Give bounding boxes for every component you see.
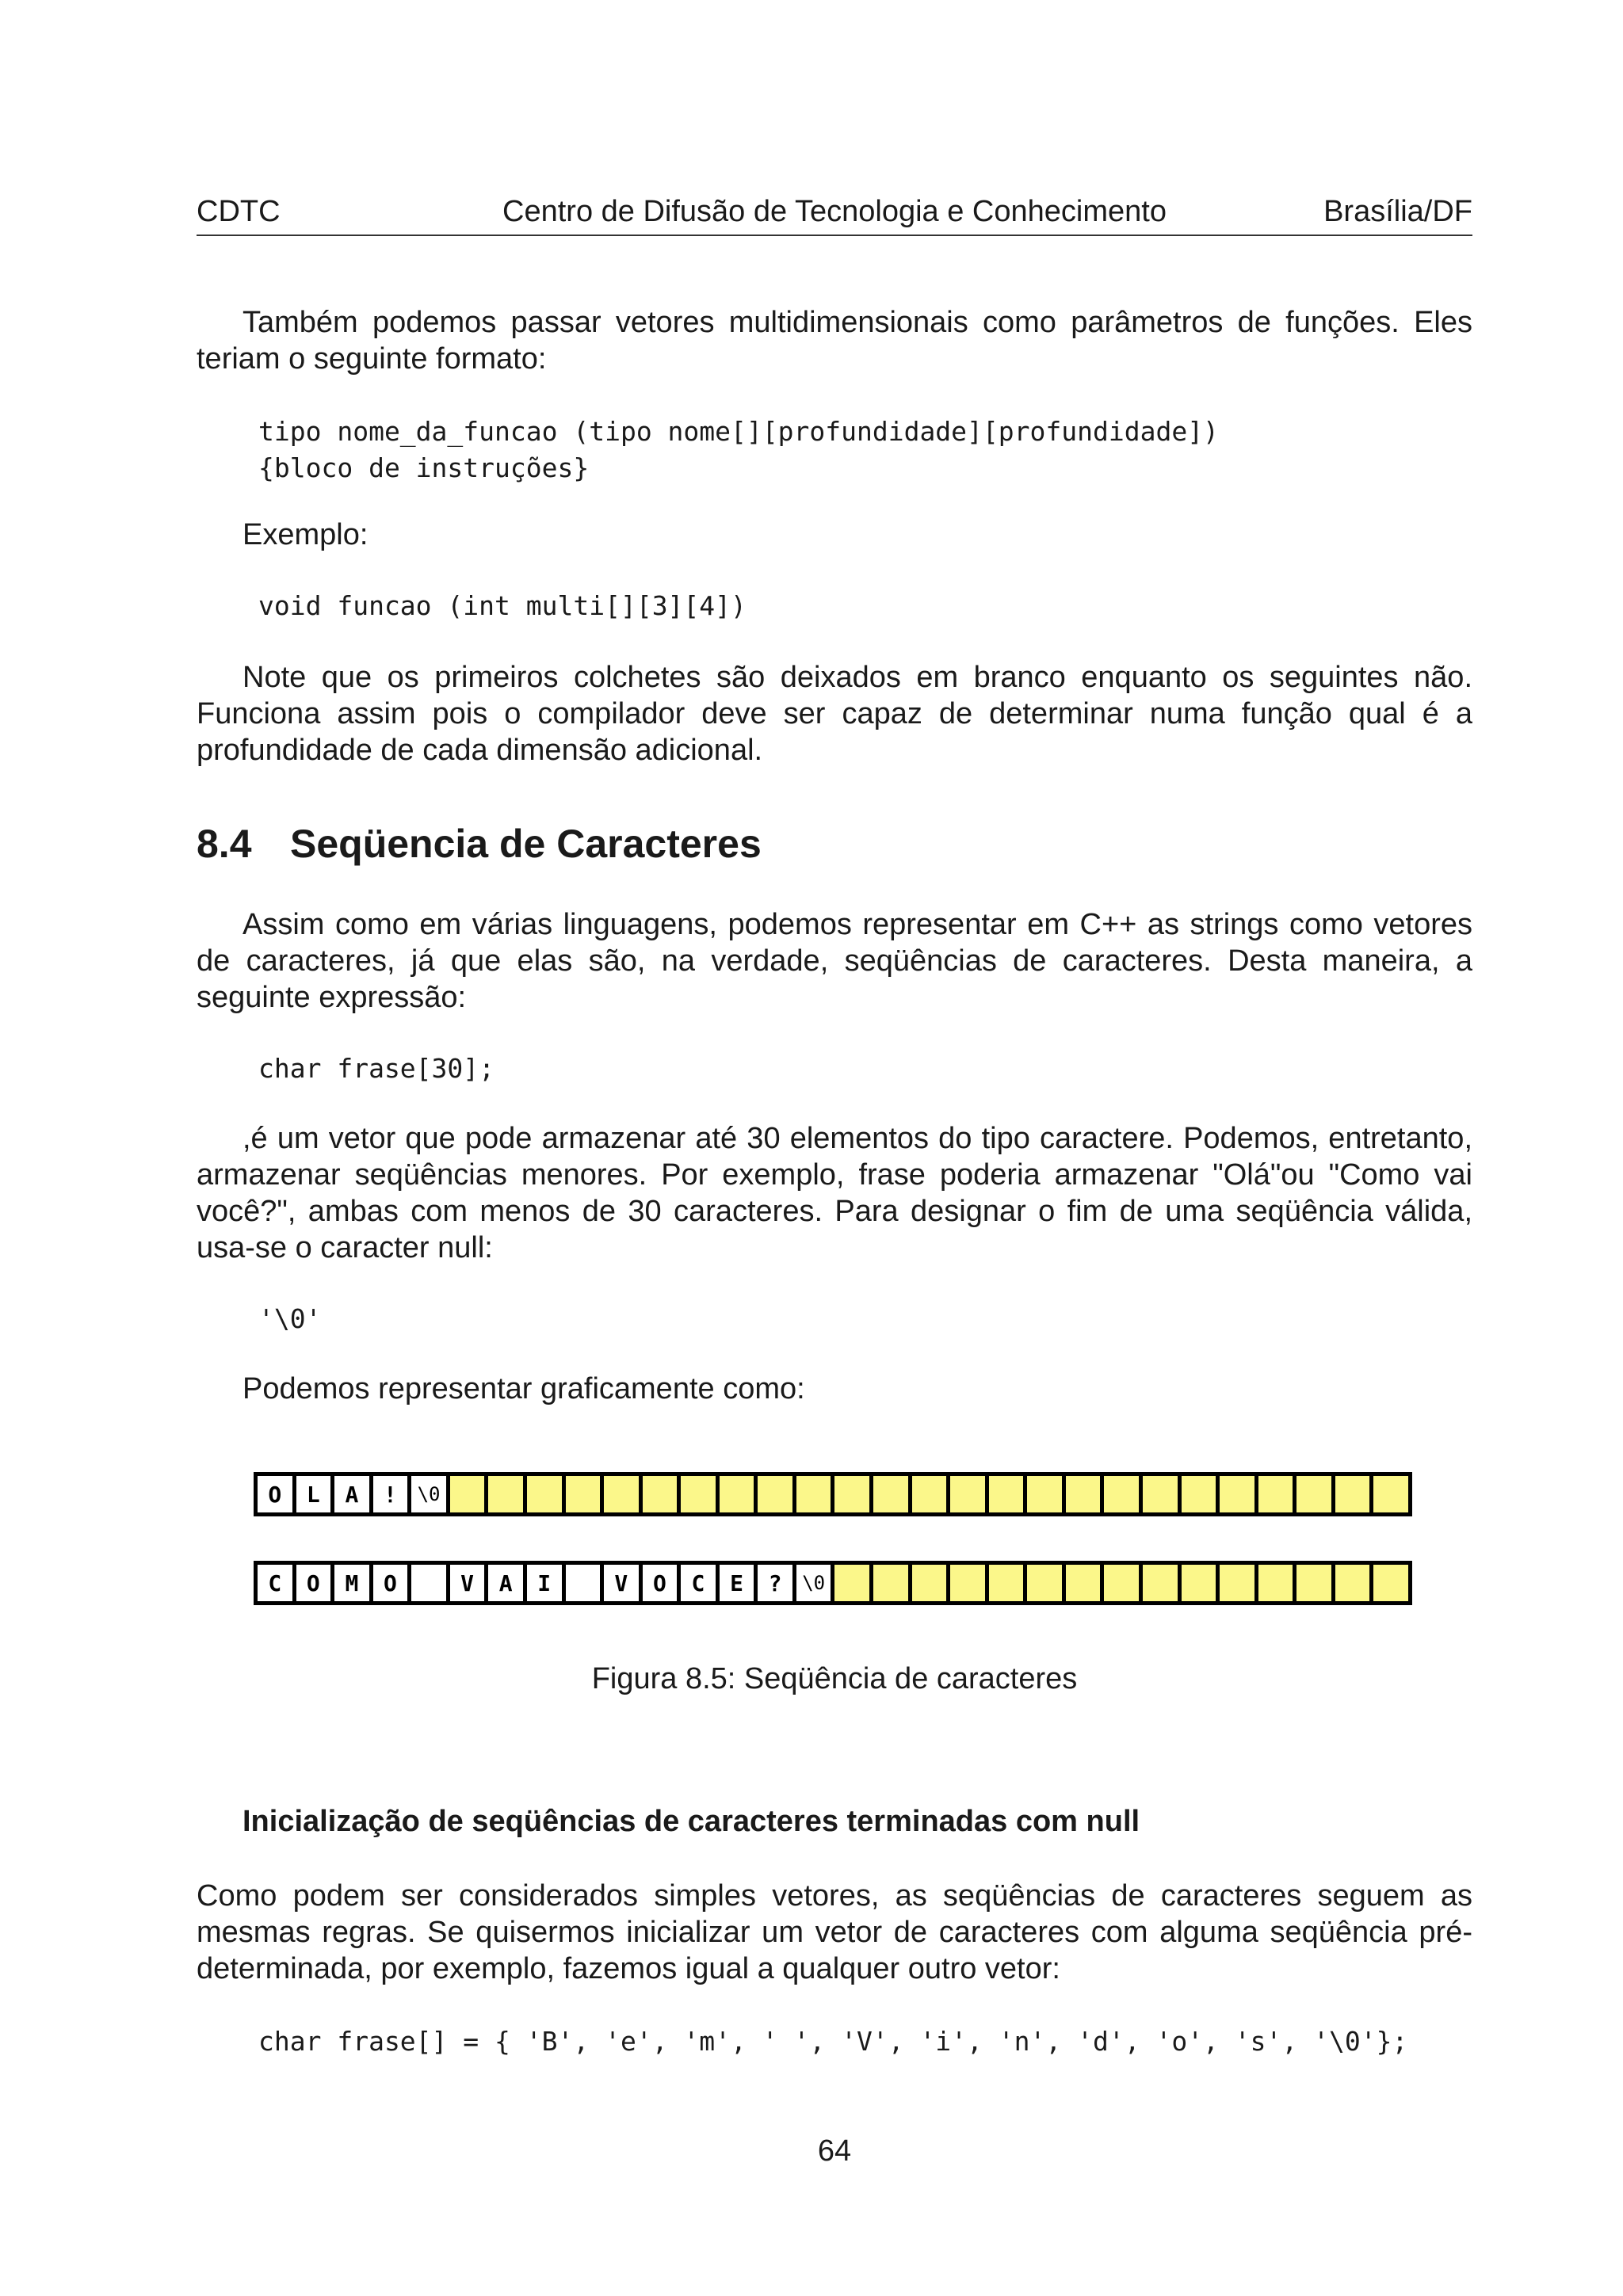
- char-cell: O: [258, 1476, 292, 1512]
- char-cell: O: [373, 1565, 408, 1601]
- char-cell: [1335, 1476, 1370, 1512]
- paragraph-6: Como podem ser considerados simples vetores, as seqüências de caracteres seguem as mesmas regras. Se quisermos inicializar um vetor de caracteres com alguma seqüência pré-determinada, por exemplo, fazemos igual a qualquer outro vetor:: [197, 1879, 1472, 1985]
- char-cell: [1373, 1565, 1408, 1601]
- char-cell: [873, 1476, 908, 1512]
- char-cell: [1220, 1476, 1254, 1512]
- char-cell: [720, 1476, 754, 1512]
- char-cell: [912, 1476, 947, 1512]
- char-cell: L: [296, 1476, 331, 1512]
- char-cell: O: [296, 1565, 331, 1601]
- paragraph-4: ,é um vetor que pode armazenar até 30 elementos do tipo caractere. Podemos, entretanto, armazenar seqüências menores. Por exemplo, frase poderia armazenar "Olá"ou "Como vai você?", ambas com menos de 30 caracteres. Para designar o fim de uma seqüência válida, usa-se o caracter null:: [197, 1122, 1472, 1264]
- char-cell: V: [604, 1565, 639, 1601]
- char-cell: \0: [411, 1476, 446, 1512]
- paragraph-3: Assim como em várias linguagens, podemos representar em C++ as strings como vetores de caracteres, já que elas são, na verdade, seqüências de caracteres. Desta maneira, a seguinte expressão:: [197, 908, 1472, 1014]
- char-cell: [1258, 1565, 1293, 1601]
- char-cell: [1296, 1565, 1331, 1601]
- char-cell: ?: [758, 1565, 792, 1601]
- char-cell: [1296, 1476, 1331, 1512]
- char-cell: [834, 1565, 869, 1601]
- char-cell: [527, 1476, 562, 1512]
- char-cell: E: [720, 1565, 754, 1601]
- char-cell: [1027, 1565, 1062, 1601]
- char-cell: [1335, 1565, 1370, 1601]
- char-cell: [1027, 1476, 1062, 1512]
- char-cell: !: [373, 1476, 408, 1512]
- char-cell: [1143, 1565, 1178, 1601]
- char-cell: [1220, 1565, 1254, 1601]
- paragraph-1: Também podemos passar vetores multidimensionais como parâmetros de funções. Eles teriam o seguinte formato:: [197, 306, 1472, 376]
- section-number: 8.4: [197, 822, 252, 866]
- char-cell: [834, 1476, 869, 1512]
- code-block-4: '\0': [258, 1303, 322, 1334]
- paragraph-5: Podemos representar graficamente como:: [242, 1372, 805, 1405]
- example-label: Exemplo:: [242, 518, 369, 551]
- char-array-strip-ola: [254, 1472, 1412, 1516]
- char-cell: V: [450, 1565, 485, 1601]
- char-cell: C: [258, 1565, 292, 1601]
- char-array-strip-como-vai-voce: [254, 1561, 1412, 1605]
- char-cell: [1373, 1476, 1408, 1512]
- code-block-2: void funcao (int multi[][3][4]): [258, 590, 747, 621]
- char-cell: [1143, 1476, 1178, 1512]
- paragraph-2: Note que os primeiros colchetes são deixados em branco enquanto os seguintes não. Funciona assim pois o compilador deve ser capaz de determinar numa função qual é a profundidade de cada dimensão adicional.: [197, 661, 1472, 767]
- char-cell: [796, 1476, 831, 1512]
- char-cell: [950, 1476, 985, 1512]
- figure-caption: Figura 8.5: Seqüência de caracteres: [591, 1662, 1078, 1695]
- char-cell: A: [334, 1476, 369, 1512]
- header-center: Centro de Difusão de Tecnologia e Conhecimento: [502, 195, 1167, 228]
- char-cell: O: [643, 1565, 678, 1601]
- char-cell: [411, 1565, 446, 1601]
- page-header: [197, 190, 1472, 236]
- char-cell: [566, 1476, 601, 1512]
- char-cell: [643, 1476, 678, 1512]
- char-cell: [1066, 1476, 1101, 1512]
- subheading: Inicialização de seqüências de caracteres terminadas com null: [242, 1805, 1140, 1838]
- char-cell: [758, 1476, 792, 1512]
- char-cell: [488, 1476, 523, 1512]
- char-cell: [604, 1476, 639, 1512]
- char-cell: [873, 1565, 908, 1601]
- char-cell: [1182, 1476, 1216, 1512]
- char-cell: [1104, 1476, 1139, 1512]
- char-cell: [1182, 1565, 1216, 1601]
- code-block-5: char frase[] = { 'B', 'e', 'm', ' ', 'V', 'i', 'n', 'd', 'o', 's', '\0'};: [258, 2026, 1408, 2057]
- char-cell: [989, 1565, 1024, 1601]
- page-number: 64: [817, 2134, 852, 2168]
- char-cell: [450, 1476, 485, 1512]
- code-block-1: tipo nome_da_funcao (tipo nome[][profundidade][profundidade]) {bloco de instruções}: [258, 416, 1219, 483]
- char-cell: [566, 1565, 601, 1601]
- char-cell: C: [681, 1565, 716, 1601]
- section-title: Seqüencia de Caracteres: [290, 822, 762, 866]
- header-right: Brasília/DF: [1323, 195, 1472, 228]
- char-cell: A: [488, 1565, 523, 1601]
- char-cell: I: [527, 1565, 562, 1601]
- char-cell: [1104, 1565, 1139, 1601]
- code-block-3: char frase[30];: [258, 1053, 495, 1084]
- char-cell: [989, 1476, 1024, 1512]
- char-cell: \0: [796, 1565, 831, 1601]
- char-cell: [1066, 1565, 1101, 1601]
- char-cell: [912, 1565, 947, 1601]
- char-cell: M: [334, 1565, 369, 1601]
- char-cell: [1258, 1476, 1293, 1512]
- char-cell: [950, 1565, 985, 1601]
- header-left: CDTC: [197, 195, 281, 228]
- char-cell: [681, 1476, 716, 1512]
- section-heading: [197, 821, 762, 867]
